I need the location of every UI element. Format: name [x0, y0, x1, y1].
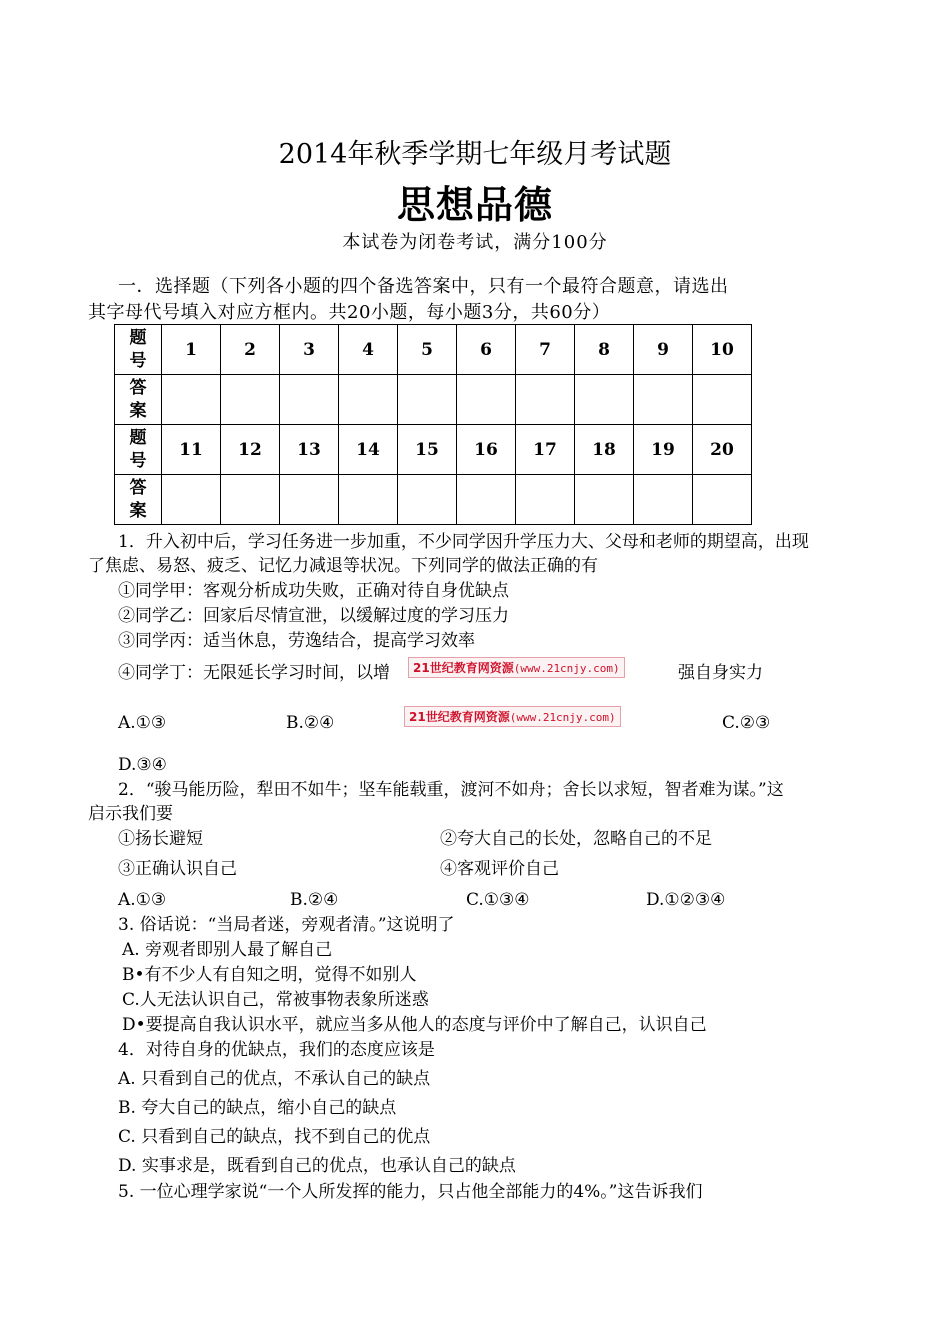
answer-cell[interactable]: [221, 375, 280, 425]
question-number: 5: [398, 325, 457, 375]
answer-cell[interactable]: [398, 475, 457, 525]
answer-cell[interactable]: [693, 375, 752, 425]
answer-cell[interactable]: [575, 375, 634, 425]
section1-instruction-line1: 一．选择题（下列各小题的四个备选答案中，只有一个最符合题意，请选出: [118, 276, 729, 297]
table-row: [115, 425, 752, 475]
q2-choice-a: A.①③: [118, 890, 167, 910]
answer-cell[interactable]: [398, 375, 457, 425]
q2-stem-line2: 启示我们要: [88, 804, 173, 824]
q1-option-4b: 强自身实力: [678, 663, 763, 683]
answer-cell[interactable]: [280, 475, 339, 525]
q2-option-1: ①扬长避短: [118, 829, 203, 849]
question-number: 1: [162, 325, 221, 375]
answer-cell[interactable]: [162, 475, 221, 525]
answer-cell[interactable]: [457, 475, 516, 525]
question-number: 19: [634, 425, 693, 475]
question-number: 15: [398, 425, 457, 475]
answer-cell[interactable]: [693, 475, 752, 525]
answer-cell[interactable]: [457, 375, 516, 425]
row-label-question: 题 号: [115, 425, 162, 475]
question-number: 2: [221, 325, 280, 375]
watermark-url: (www.21cnjy.com): [513, 662, 620, 675]
answer-cell[interactable]: [516, 475, 575, 525]
q3-choice-c: C.人无法认识自己，常被事物表象所迷惑: [122, 990, 429, 1010]
watermark-brand: 21世纪教育网资源: [409, 710, 510, 724]
watermark-badge: [404, 706, 621, 727]
answer-cell[interactable]: [575, 475, 634, 525]
question-number: 7: [516, 325, 575, 375]
watermark-badge: [408, 657, 625, 678]
q4-choice-c: C. 只看到自己的缺点，找不到自己的优点: [118, 1127, 431, 1147]
question-number: 8: [575, 325, 634, 375]
exam-title: 2014年秋季学期七年级月考试题: [278, 139, 672, 170]
q3-choice-d: D•要提高自我认识水平，就应当多从他人的态度与评价中了解自己，认识自己: [122, 1015, 707, 1035]
watermark-url: (www.21cnjy.com): [509, 711, 616, 724]
q2-choice-b: B.②④: [290, 890, 339, 910]
answer-cell[interactable]: [634, 475, 693, 525]
row-label-answer: 答 案: [115, 475, 162, 525]
q2-choice-c: C.①③④: [466, 890, 530, 910]
q2-choice-d: D.①②③④: [646, 890, 726, 910]
answer-cell[interactable]: [221, 475, 280, 525]
q1-choice-b: B.②④: [286, 713, 335, 733]
q1-option-4a: ④同学丁：无限延长学习时间，以增: [118, 663, 390, 683]
answer-cell[interactable]: [516, 375, 575, 425]
q1-option-1: ①同学甲：客观分析成功失败，正确对待自身优缺点: [118, 581, 509, 601]
q1-stem-line1: 1．升入初中后，学习任务进一步加重，不少同学因升学压力大、父母和老师的期望高，出现: [118, 532, 809, 552]
q3-choice-b: B•有不少人有自知之明，觉得不如别人: [122, 965, 417, 985]
question-number: 6: [457, 325, 516, 375]
q1-choice-c: C.②③: [722, 713, 771, 733]
exam-note: 本试卷为闭卷考试，满分100分: [342, 232, 608, 253]
q1-stem-line2: 了焦虑、易怒、疲乏、记忆力减退等状况。下列同学的做法正确的有: [88, 556, 598, 576]
question-number: 10: [693, 325, 752, 375]
question-number: 3: [280, 325, 339, 375]
question-number: 13: [280, 425, 339, 475]
question-number: 20: [693, 425, 752, 475]
q2-option-4: ④客观评价自己: [440, 859, 559, 879]
q3-stem: 3. 俗话说：“当局者迷，旁观者清。”这说明了: [118, 915, 455, 935]
section1-instruction-line2: 其字母代号填入对应方框内。共20小题，每小题3分，共60分）: [88, 302, 611, 323]
answer-cell[interactable]: [634, 375, 693, 425]
question-number: 9: [634, 325, 693, 375]
table-row: [115, 325, 752, 375]
row-label-question: 题 号: [115, 325, 162, 375]
q1-option-3: ③同学丙：适当休息，劳逸结合，提高学习效率: [118, 631, 475, 651]
question-number: 18: [575, 425, 634, 475]
q4-choice-a: A. 只看到自己的优点，不承认自己的缺点: [118, 1069, 431, 1089]
question-number: 12: [221, 425, 280, 475]
question-number: 14: [339, 425, 398, 475]
q5-stem: 5. 一位心理学家说“一个人所发挥的能力，只占他全部能力的4%。”这告诉我们: [118, 1182, 703, 1202]
q3-choice-a: A. 旁观者即别人最了解自己: [122, 940, 333, 960]
q1-option-2: ②同学乙：回家后尽情宣泄，以缓解过度的学习压力: [118, 606, 509, 626]
row-label-answer: 答 案: [115, 375, 162, 425]
answer-cell[interactable]: [339, 475, 398, 525]
answer-table: [114, 324, 752, 525]
answer-cell[interactable]: [162, 375, 221, 425]
answer-cell[interactable]: [339, 375, 398, 425]
question-number: 4: [339, 325, 398, 375]
q4-choice-d: D. 实事求是，既看到自己的优点，也承认自己的缺点: [118, 1156, 516, 1176]
q4-stem: 4．对待自身的优缺点，我们的态度应该是: [118, 1040, 435, 1060]
question-number: 16: [457, 425, 516, 475]
q1-choice-a: A.①③: [118, 713, 167, 733]
q2-option-2: ②夸大自己的长处，忽略自己的不足: [440, 829, 712, 849]
watermark-brand: 21世纪教育网资源: [413, 661, 514, 675]
question-number: 17: [516, 425, 575, 475]
q2-stem-line1: 2．“骏马能历险，犁田不如牛；坚车能载重，渡河不如舟；舍长以求短，智者难为谋。”这: [118, 780, 784, 800]
q1-choice-d: D.③④: [118, 755, 167, 775]
q2-option-3: ③正确认识自己: [118, 859, 237, 879]
q4-choice-b: B. 夸大自己的缺点，缩小自己的缺点: [118, 1098, 397, 1118]
table-row: [115, 475, 752, 525]
table-row: [115, 375, 752, 425]
subject-title: 思想品德: [396, 183, 553, 227]
question-number: 11: [162, 425, 221, 475]
answer-cell[interactable]: [280, 375, 339, 425]
